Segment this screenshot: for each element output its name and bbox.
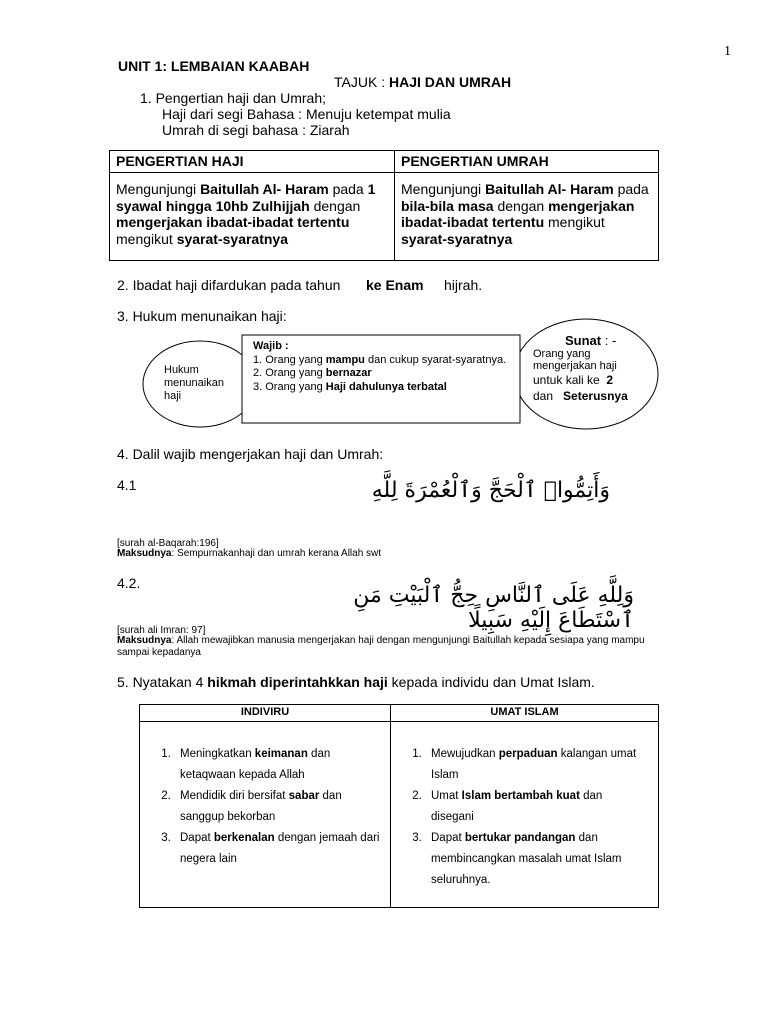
keyword: keimanan bbox=[254, 748, 308, 760]
text: 5. Nyatakan 4 bbox=[117, 674, 208, 690]
q1-heading: 1. Pengertian haji dan Umrah; bbox=[140, 90, 326, 106]
keyword: Baitullah Al- Haram bbox=[200, 181, 329, 197]
list-item bbox=[425, 786, 644, 828]
keyword: mengerjakan ibadat-ibadat tertentu bbox=[116, 214, 350, 230]
dalil-2-arabic: وَلِلَّهِ عَلَى ٱلنَّاسِ حِجُّ ٱلْبَيْتِ مَنِ ٱسْتَطَاعَ إِلَيْهِ سَبِيلًا bbox=[353, 583, 634, 633]
keyword: Islam bertambah kuat bbox=[461, 790, 580, 802]
text: dengan bbox=[493, 197, 549, 214]
text: Dapat bbox=[180, 832, 214, 844]
dalil-2-number: 4.2. bbox=[117, 575, 141, 591]
umat-list bbox=[391, 744, 644, 891]
header-haji: PENGERTIAN HAJI bbox=[110, 151, 395, 173]
text: pada bbox=[613, 181, 649, 197]
text: Umat bbox=[431, 790, 462, 802]
umat-cell bbox=[391, 722, 659, 908]
sunat-content bbox=[533, 333, 653, 404]
tajuk-label: TAJUK : bbox=[334, 74, 386, 90]
unit-title: UNIT 1: LEMBAIAN KAABAH bbox=[118, 58, 310, 74]
sunat-line2 bbox=[533, 372, 653, 388]
list-item bbox=[174, 744, 382, 786]
text: mengikut bbox=[116, 230, 177, 247]
keyword: perpaduan bbox=[498, 748, 558, 760]
keyword: sabar bbox=[288, 790, 320, 802]
text: Mendidik diri bersifat bbox=[180, 790, 289, 802]
text: dengan bbox=[309, 197, 361, 214]
header-umrah: PENGERTIAN UMRAH bbox=[395, 151, 659, 173]
keyword: bertukar pandangan bbox=[464, 832, 576, 844]
q1-line2: Umrah di segi bahasa : Ziarah bbox=[162, 122, 350, 138]
sunat-line3 bbox=[533, 388, 653, 404]
hikmah-table bbox=[139, 704, 659, 908]
keyword: Haji dahulunya terbatal bbox=[325, 380, 447, 393]
text: kepada individu dan Umat Islam. bbox=[387, 674, 595, 690]
keyword: syarat-syaratnya bbox=[401, 230, 513, 247]
text: mengikut bbox=[544, 214, 605, 230]
list-item bbox=[425, 828, 644, 891]
text: pada bbox=[328, 181, 368, 197]
maksud-label: Maksudnya bbox=[117, 635, 172, 646]
dalil-2-maksud bbox=[117, 635, 673, 659]
list-item bbox=[174, 786, 382, 828]
q4-heading: 4. Dalil wajib mengerjakan haji dan Umrah: bbox=[117, 446, 384, 462]
maksud-text: : Allah mewajibkan manusia mengerjakan haji dengan mengunjungi Baitullah kepada sesiapa yang mampu sampai kepadanya bbox=[117, 635, 645, 658]
sunat-title: Sunat bbox=[565, 333, 602, 348]
sunat-line1: Orang yang mengerjakan haji bbox=[533, 348, 617, 372]
hukum-label: Hukum menunaikan haji bbox=[164, 364, 224, 402]
list-item bbox=[425, 744, 644, 786]
keyword: bernazar bbox=[325, 367, 372, 379]
keyword: berkenalan bbox=[213, 832, 275, 844]
keyword: Baitullah Al- Haram bbox=[485, 181, 614, 197]
tajuk-value: HAJI DAN UMRAH bbox=[388, 74, 512, 90]
q1-line1: Haji dari segi Bahasa : Menuju ketempat mulia bbox=[162, 106, 451, 122]
q3-heading: 3. Hukum menunaikan haji: bbox=[117, 308, 287, 324]
keyword: Seterusnya bbox=[563, 389, 628, 403]
keyword: mengerjakan ibadat-ibadat tertentu bbox=[401, 197, 635, 230]
maksud-text: : Sempurnakanhaji dan umrah kerana Allah swt bbox=[171, 548, 382, 559]
maksud-label: Maksudnya bbox=[117, 548, 172, 559]
text: dan sanggup bekorban bbox=[180, 790, 342, 823]
keyword: hikmah diperintahkkan haji bbox=[207, 674, 388, 690]
q5-heading bbox=[117, 674, 595, 690]
dalil-2-ref: [surah ali Imran: 97] bbox=[117, 625, 206, 636]
text: Mengunjungi bbox=[116, 181, 201, 197]
text: Meningkatkan bbox=[180, 748, 255, 760]
dalil-1-maksud bbox=[117, 548, 381, 559]
text: Mengunjungi bbox=[401, 181, 486, 197]
keyword: syarat-syaratnya bbox=[176, 230, 288, 247]
text: dan cukup syarat-syaratnya. bbox=[364, 353, 507, 366]
page-number: 1 bbox=[724, 44, 731, 59]
text: kalangan umat Islam bbox=[431, 748, 637, 781]
text: Mewujudkan bbox=[431, 748, 499, 760]
keyword: bila-bila masa bbox=[401, 197, 494, 214]
individu-cell bbox=[140, 722, 391, 908]
text: dengan jemaah dari negera lain bbox=[180, 832, 380, 865]
col-umat: UMAT ISLAM bbox=[391, 705, 659, 722]
individu-list bbox=[140, 744, 382, 870]
text: dan disegani bbox=[431, 790, 603, 823]
text: dan membincangkan masalah umat Islam seluruhnya. bbox=[431, 832, 622, 886]
text: Dapat bbox=[431, 832, 465, 844]
keyword: mampu bbox=[325, 353, 365, 366]
dalil-1-number: 4.1 bbox=[117, 477, 137, 493]
keyword: 1 syawal hingga 10hb Zulhijjah bbox=[116, 181, 376, 214]
text: 2. Orang yang bbox=[253, 367, 326, 379]
wajib-item-2 bbox=[253, 367, 515, 381]
dalil-1-ref: [surah al-Baqarah:196] bbox=[117, 538, 219, 549]
text: 3. Orang yang bbox=[253, 380, 326, 393]
text: 1. Orang yang bbox=[253, 353, 326, 366]
wajib-item-1 bbox=[253, 354, 515, 368]
text: dan bbox=[533, 389, 554, 403]
q2-answer: ke Enam bbox=[366, 277, 424, 293]
wajib-item-3 bbox=[253, 381, 515, 395]
keyword: 2 bbox=[606, 373, 614, 387]
dalil-1-arabic: وَأَتِمُّوا۟ ٱلْحَجَّ وَٱلْعُمْرَةَ لِلَّهِ bbox=[371, 478, 610, 503]
q2-text: 2. Ibadat haji difardukan pada tahun bbox=[117, 277, 341, 293]
text: untuk kali ke bbox=[533, 373, 600, 387]
text: dan ketaqwaan kepada Allah bbox=[180, 748, 331, 781]
wajib-title: Wajib : bbox=[253, 340, 289, 352]
sunat-colon: : - bbox=[601, 333, 617, 348]
list-item bbox=[174, 828, 382, 870]
wajib-content bbox=[253, 340, 515, 394]
q2-tail: hijrah. bbox=[444, 277, 483, 293]
col-individu: INDIVIRU bbox=[140, 705, 391, 722]
